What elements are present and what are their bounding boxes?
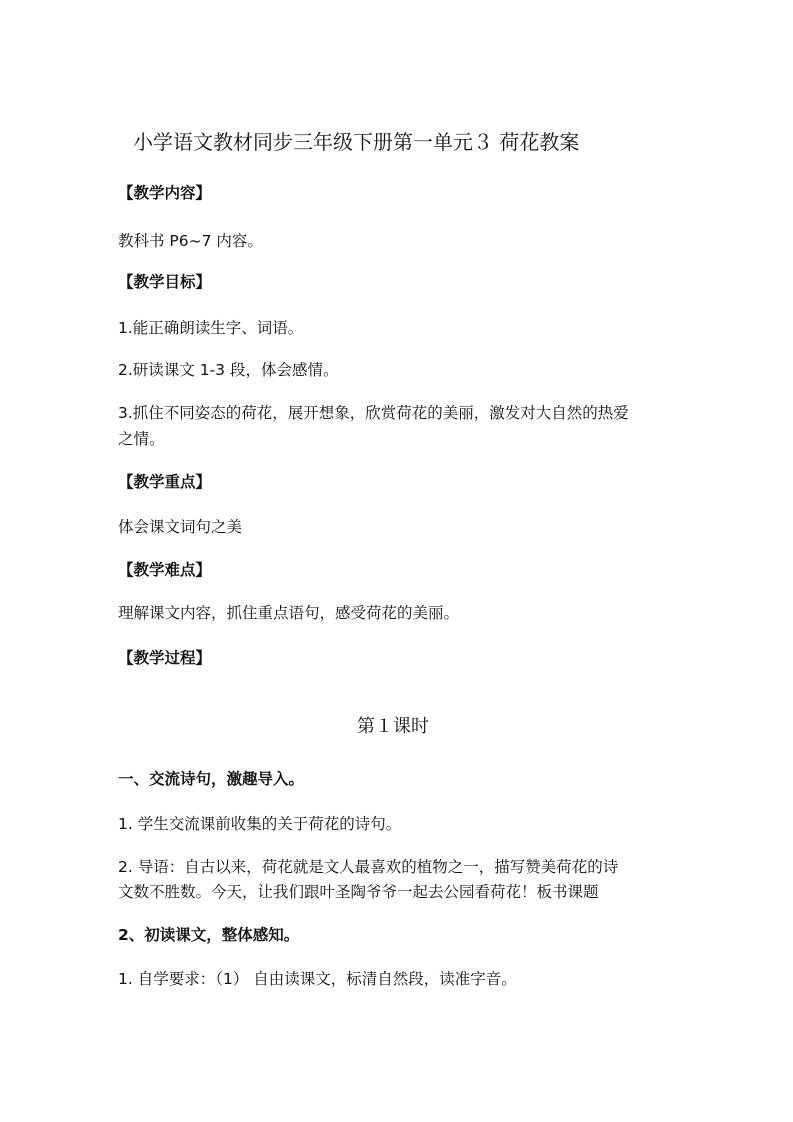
key-text: 体会课文词句之美 [118, 518, 243, 536]
section-heading-process: 【教学过程】 [118, 649, 212, 667]
section-heading-key: 【教学重点】 [118, 473, 212, 491]
goal-item-continued: 之情。 [118, 430, 165, 448]
step1-item: 1. 学生交流课前收集的关于荷花的诗句。 [118, 815, 402, 833]
step1-item-continued: 文数不胜数。今天，让我们跟叶圣陶爷爷一起去公园看荷花！板书课题 [118, 883, 599, 901]
goal-item: 1.能正确朗读生字、词语。 [118, 319, 304, 337]
section-heading-goals: 【教学目标】 [118, 273, 212, 291]
goal-item: 2.研读课文 1-3 段，体会感情。 [118, 361, 339, 379]
difficult-text: 理解课文内容，抓住重点语句，感受荷花的美丽。 [118, 604, 460, 622]
content-text: 教科书 P6~7 内容。 [118, 232, 263, 250]
step1-item: 2. 导语：自古以来，荷花就是文人最喜欢的植物之一，描写赞美荷花的诗 [118, 858, 619, 876]
goal-item: 3.抓住不同姿态的荷花，展开想象，欣赏荷花的美丽，激发对大自然的热爱 [118, 404, 629, 422]
step1-heading: 一、交流诗句，激趣导入。 [118, 770, 305, 788]
step2-item: 1. 自学要求：（1） 自由读课文，标清自然段，读准字音。 [118, 970, 517, 988]
document-title: 小学语文教材同步三年级下册第一单元３ 荷花教案 [133, 130, 580, 154]
lesson-title: 第１课时 [357, 716, 429, 737]
section-heading-content: 【教学内容】 [118, 184, 212, 202]
section-heading-difficult: 【教学难点】 [118, 561, 212, 579]
step2-heading: 2、初读课文，整体感知。 [118, 926, 300, 944]
